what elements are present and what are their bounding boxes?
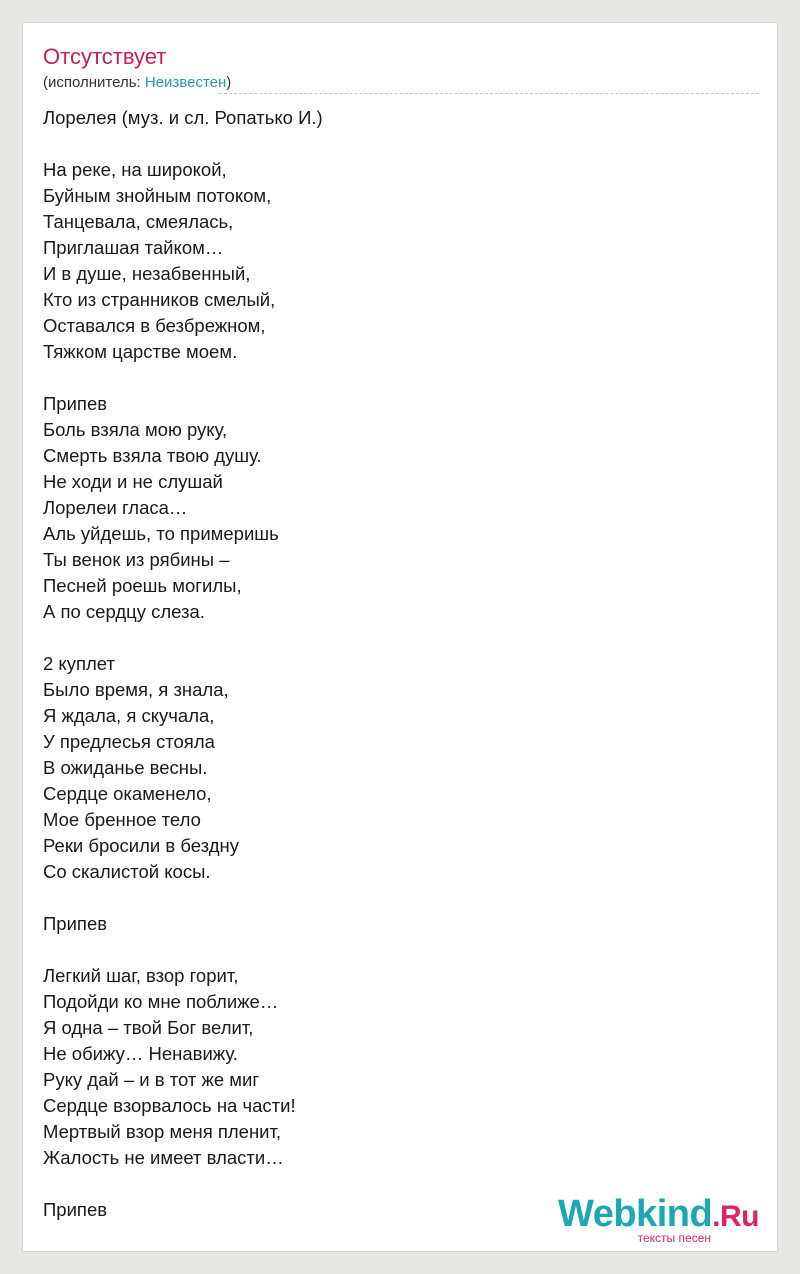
artist-suffix: ) [226, 74, 232, 91]
site-logo[interactable] [558, 1193, 759, 1245]
logo-tld: .Ru [712, 1200, 759, 1233]
artist-link[interactable]: Неизвестен [144, 74, 227, 91]
logo-wordmark [558, 1193, 759, 1235]
lyrics-text: Лорелея (муз. и сл. Ропатько И.) На реке, на широкой, Буйным знойным потоком, Танцевала, смеялась, Приглашая тайком… И в душе, незабвенный, Кто из странников смелый, Оставался в безбрежном, Тяжком царстве моем. Припев Боль взяла мою руку, Смерть взяла твою душу. Не ходи и не слушай Лорелеи гласа… Аль уйдешь, то примеришь Ты венок из рябины – Песней роешь могилы, А по сердцу слеза. 2 куплет Было время, я знала, Я ждала, я скучала, У предлесья стояла В ожиданье весны. Сердце окаменело, Мое бренное тело Реки бросили в бездну Со скалистой косы. Припев Легкий шаг, взор горит, Подойди ко мне поближе… Я одна – твой Бог велит, Не обижу… Ненавижу. Руку дай – и в тот же миг Сердце взорвалось на части! Мертвый взор меня пленит, Жалость не имеет власти… Припев [43, 107, 323, 1220]
artist-prefix: (исполнитель: [43, 74, 145, 91]
song-title: Отсутствует [43, 44, 167, 69]
logo-brand: Webkind [558, 1193, 713, 1235]
dashed-divider [219, 93, 759, 94]
logo-tagline: тексты песен [637, 1231, 711, 1245]
lyrics-card [22, 22, 778, 1252]
artist-line [43, 73, 231, 93]
